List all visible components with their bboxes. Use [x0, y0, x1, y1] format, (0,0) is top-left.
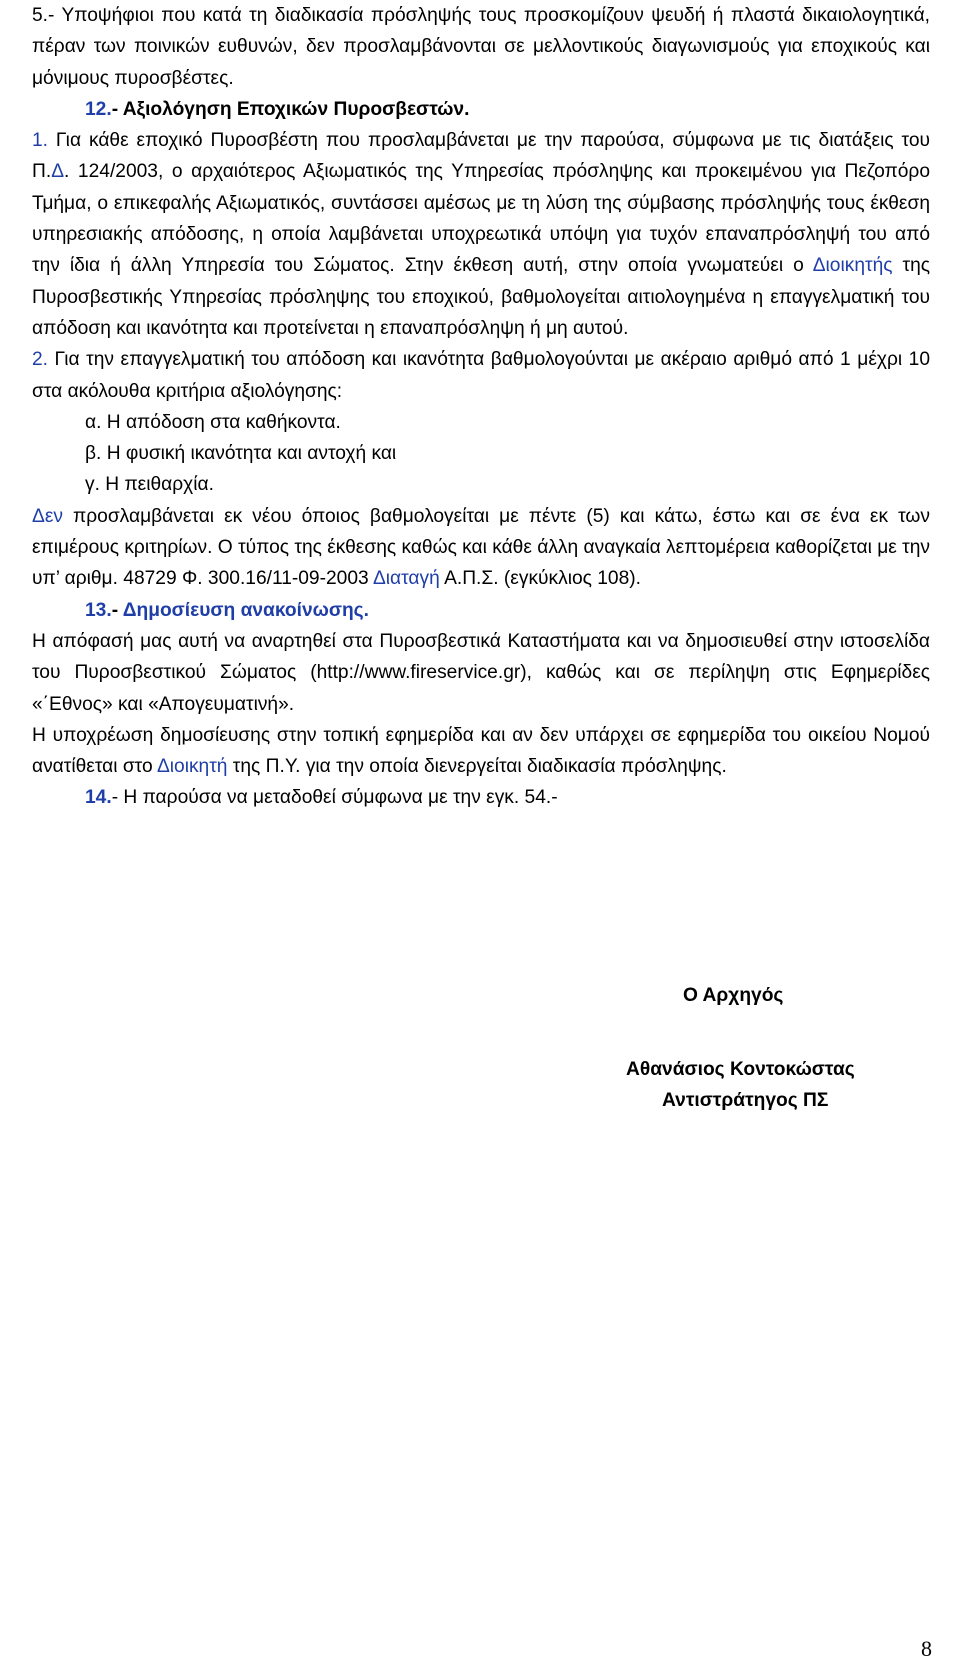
- section-12-p3-text-e: Α.Π.Σ. (εγκύκλιος 108).: [439, 568, 641, 590]
- signature-role: Ο Αρχηγός: [683, 985, 784, 1006]
- signature-name-block: [0, 1054, 960, 1116]
- section-12-p3-text-c: Ο τύπος της έκθεσης καθώς και κάθε άλλη αναγκαία λεπτομέρεια καθορίζεται με την υπ’ αριθμ. 48729 Φ. 300.16/11-09-2003: [32, 537, 930, 590]
- paragraph-5-text: 5.- Υποψήφιοι που κατά τη διαδικασία πρόσληψής τους προσκομίζουν ψευδή ή πλαστά δικαιολογητικά, πέραν των ποινικών ευθυνών, δεν προσλαμβάνονται σε μελλοντικούς διαγωνισμούς για εποχικούς και μόνιμους πυροσβέστες.: [32, 5, 930, 89]
- page-number: 8: [921, 1636, 932, 1661]
- section-12-paragraph-2: [32, 344, 930, 407]
- section-12-p1-text-a: Για κάθε εποχικό Πυροσβέστη που προσλαμβάνεται με την παρούσα, σύμφωνα με τις διατάξεις του Π.: [32, 130, 930, 183]
- section-14-heading: [32, 782, 930, 813]
- section-12-paragraph-3: [32, 501, 930, 595]
- criterion-item: β. Η φυσική ικανότητα και αντοχή και: [85, 443, 397, 465]
- document-page: [32, 0, 930, 814]
- section-13-title-dash: -: [111, 599, 123, 621]
- section-12-p3-text-b: προσλαμβάνεται εκ νέου όποιος βαθμολογείται με πέντε (5) και κάτω, έστω και σε ένα εκ των επιμέρους κριτηρίων.: [32, 505, 930, 559]
- section-12-p1-text-e: της Πυροσβεστικής Υπηρεσίας πρόσληψης του εποχικού, βαθμολογείται αιτιολογημένα η επαγγελματική του απόδοση και ικανότητα και προτείνεται η επαναπρόσληψη ή μη αυτού.: [32, 255, 930, 339]
- section-13-p2-text-a: Η υποχρέωση δημοσίευσης στην τοπική εφημερίδα και αν δεν υπάρχει σε εφημερίδα του οικείου Νομού ανατίθεται στο: [32, 724, 930, 778]
- section-13-p2-dioikiti: Διοικητή: [156, 756, 228, 778]
- section-12-p1-text-b: . 124/2003, ο αρχαιότερος Αξιωματικός της Υπηρεσίας πρόσληψης και προκειμένου για Πεζοπόρο Τμήμα, ο επικεφαλής Αξιωματικός, συντάσσει αμέσως με τη λύση της σύμβασης πρόσληψής τους έκθεση υπηρεσιακής απόδοσης, η οποία λαμβάνεται υποχρεωτικά υπόψη για τυχόν επαναπρόσληψή του από την ίδια ή άλλη Υπηρεσία του Σώματος.: [32, 161, 930, 277]
- section-12-p3-diatagi: Διαταγή: [372, 568, 440, 590]
- section-13-paragraph-1: [32, 626, 930, 720]
- section-12-p3-den: Δεν: [32, 505, 63, 527]
- section-13-heading: [32, 595, 930, 626]
- signature-block: [0, 980, 960, 1011]
- criterion-item: γ. Η πειθαρχία.: [85, 474, 214, 496]
- criterion-item: α. Η απόδοση στα καθήκοντα.: [85, 411, 341, 433]
- section-13-number: 13.: [85, 599, 112, 621]
- section-12-heading: [32, 94, 930, 125]
- section-12-p1-dioikitis: Διοικητής: [812, 255, 893, 277]
- section-12-p1-number: 1.: [32, 130, 49, 152]
- section-12-title: - Αξιολόγηση Εποχικών Πυροσβεστών.: [111, 98, 470, 120]
- section-13-p1-text: Η απόφασή μας αυτή να αναρτηθεί στα Πυροσβεστικά Καταστήματα και να δημοσιευθεί στην ιστοσελίδα του Πυροσβεστικού Σώματος (http://www.fireservice.gr), καθώς και σε περίληψη στις Εφημερίδες «΄Εθνος» και «Απογευματινή».: [32, 630, 930, 715]
- section-13-title: Δημοσίευση ανακοίνωσης.: [122, 599, 369, 621]
- paragraph-5: [32, 0, 930, 94]
- section-12-p2-text: Για την επαγγελματική του απόδοση και ικανότητα βαθμολογούνται με ακέραιο αριθμό από 1 μέχρι 10 στα ακόλουθα κριτήρια αξιολόγησης:: [32, 349, 930, 402]
- section-12-p1-delta: Δ: [51, 161, 65, 183]
- section-13-p2-text-c: της Π.Υ. για την οποία διενεργείται διαδικασία πρόσληψης.: [227, 756, 727, 778]
- section-12-number: 12.: [85, 98, 112, 120]
- signature-name: Αθανάσιος Κοντοκώστας: [626, 1059, 855, 1080]
- section-12-p2-number: 2.: [32, 349, 49, 371]
- section-14-number: 14.: [85, 787, 112, 809]
- signature-rank: Αντιστράτηγος ΠΣ: [662, 1090, 829, 1111]
- section-14-text: - Η παρούσα να μεταδοθεί σύμφωνα με την εγκ. 54.-: [111, 787, 558, 809]
- section-12-paragraph-1: [32, 125, 930, 344]
- section-12-p1-text-c: Στην έκθεση αυτή, στην οποία γνωματεύει ο: [394, 255, 813, 277]
- section-13-paragraph-2: [32, 720, 930, 783]
